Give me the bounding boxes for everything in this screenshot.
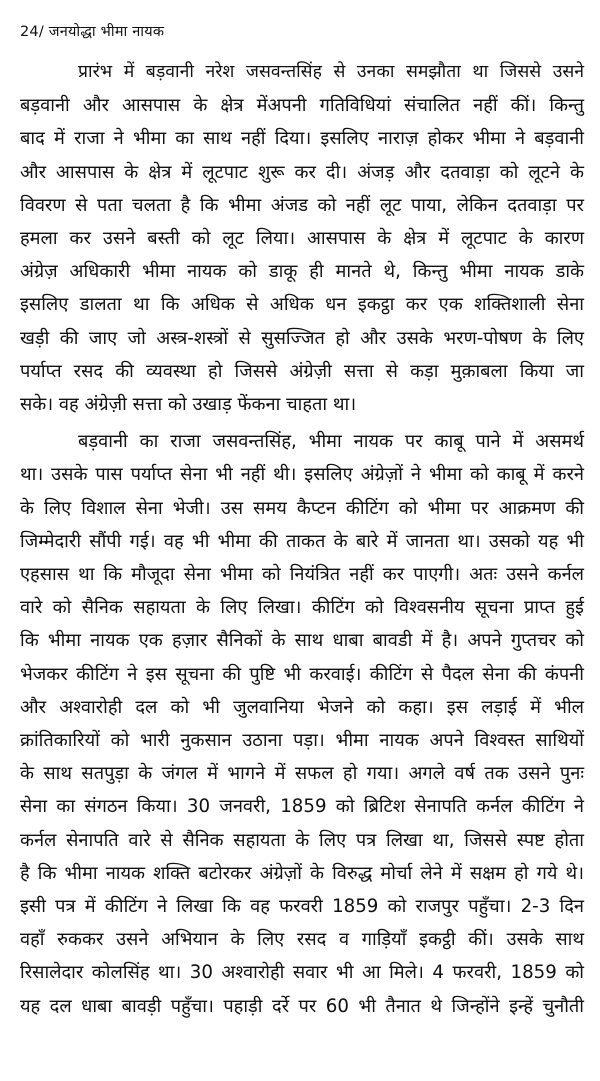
text-line: अंग्रेज़ अधिकारी भीमा नायक को डाकू ही मानते थे, किन्तु भीमा नायक डाके bbox=[20, 261, 584, 283]
text-line: पर्याप्त रसद की व्यवस्था हो जिससे अंग्रेज़ी सत्ता से कड़ा मुक़ाबला किया जा bbox=[20, 360, 584, 382]
text-line: इसलिए डालता था कि अधिक से अधिक धन इकट्ठा कर एक शक्तिशाली सेना bbox=[20, 294, 584, 316]
text-line: भेजकर कीटिंग ने इस सूचना की पुष्टि भी करवाई। कीटिंग से पैदल सेना की कंपनी bbox=[20, 663, 584, 685]
text-line: के साथ सतपुड़ा के जंगल में भागने में सफल हो गया। अगले वर्ष तक उसने पुनः bbox=[20, 763, 584, 785]
text-line: एहसास था कि मौजूदा सेना भीमा को नियंत्रित नहीं कर पाएगी। अतः उसने कर्नल bbox=[20, 564, 584, 586]
text-line: प्रारंभ में बड़वानी नरेश जसवन्तसिंह से उनका समझौता था जिससे उसने bbox=[78, 62, 584, 82]
text-line: और आसपास के क्षेत्र में लूटपाट शुरू कर दी। अंजड़ और दतवाड़ा को लूटने के bbox=[20, 161, 584, 183]
text-line: वहाँ रुककर उसने अभियान के लिए रसद व गाड़ियाँ इकट्ठी कीं। उसके साथ bbox=[20, 929, 584, 951]
text-line: जिम्मेदारी सौंपी गई। वह भी भीमा की ताकत के बारे में जानता था। उसको यह भी bbox=[20, 530, 584, 552]
paragraph-1 bbox=[20, 56, 584, 421]
running-head: 24/ जनयोद्धा भीमा नायक bbox=[20, 24, 165, 40]
paragraph-2 bbox=[20, 425, 584, 1023]
text-line: इसी पत्र में कीटिंग ने लिखा कि वह फरवरी 1859 को राजपुर पहुँचा। 2-3 दिन bbox=[20, 896, 584, 918]
text-line: विवरण से पता चलता है कि भीमा अंजड को नहीं लूट पाया, लेकिन दतवाड़ा पर bbox=[20, 194, 584, 216]
text-line: सके। वह अंग्रेज़ी सत्ता को उखाड़ फेंकना चाहता था। bbox=[20, 394, 357, 416]
text-line: वारे को सैनिक सहायता के लिए लिखा। कीटिंग को विश्वसनीय सूचना प्राप्त हुई bbox=[20, 597, 584, 619]
text-line: और अश्वारोही दल को भी जुलवानिया भेजने को कहा। इस लड़ाई में भील bbox=[20, 696, 584, 718]
text-line: क्रांतिकारियों को भारी नुकसान उठाना पड़ा। भीमा नायक अपने विश्वस्त साथियों bbox=[20, 730, 584, 752]
text-line: बड़वानी का राजा जसवन्तसिंह, भीमा नायक पर काबू पाने में असमर्थ bbox=[78, 431, 584, 453]
text-line: है कि भीमा नायक शक्ति बटोरकर अंग्रेज़ों के विरुद्ध मोर्चा लेने में सक्षम हो गये थे। bbox=[20, 862, 584, 884]
text-line: था। उसके पास पर्याप्त सेना भी नहीं थी। इसलिए अंग्रेज़ों ने भीमा को काबू में करने bbox=[20, 464, 584, 486]
text-line: कि भीमा नायक एक हज़ार सैनिकों के साथ धाबा बावडी में है। अपने गुप्तचर को bbox=[20, 630, 584, 652]
text-line: के लिए विशाल सेना भेजी। उस समय कैप्टन कीटिंग को भीमा पर आक्रमण की bbox=[20, 497, 584, 519]
text-line: बाद में राजा ने भीमा का साथ नहीं दिया। इसलिए नाराज़ होकर भीमा ने बड़वानी bbox=[20, 128, 584, 150]
text-line: सेना का संगठन किया। 30 जनवरी, 1859 को ब्रिटिश सेनापति कर्नल कीटिंग ने bbox=[20, 796, 584, 818]
text-line: कर्नल सेनापति वारे से सैनिक सहायता के लिए पत्र लिखा था, जिससे स्पष्ट होता bbox=[20, 829, 584, 851]
text-line: बड़वानी और आसपास के क्षेत्र मेंअपनी गतिविधियां संचालित नहीं कीं। किन्तु bbox=[20, 95, 584, 117]
text-line: हमला कर उसने बस्ती को लूट लिया। आसपास के क्षेत्र में लूटपाट के कारण bbox=[20, 228, 584, 250]
text-line: यह दल धाबा बावड़ी पहुँचा। पहाड़ी दर्रे पर 60 भी तैनात थे जिन्होंने इन्हें चुनौती bbox=[20, 995, 584, 1017]
text-line: खड़ी की जाए जो अस्त्र-शस्त्रों से सुसज्जित हो और उसके भरण-पोषण के लिए bbox=[20, 327, 584, 349]
text-line: रिसालेदार कोलसिंह था। 30 अश्वारोही सवार भी आ मिले। 4 फरवरी, 1859 को bbox=[20, 962, 584, 984]
